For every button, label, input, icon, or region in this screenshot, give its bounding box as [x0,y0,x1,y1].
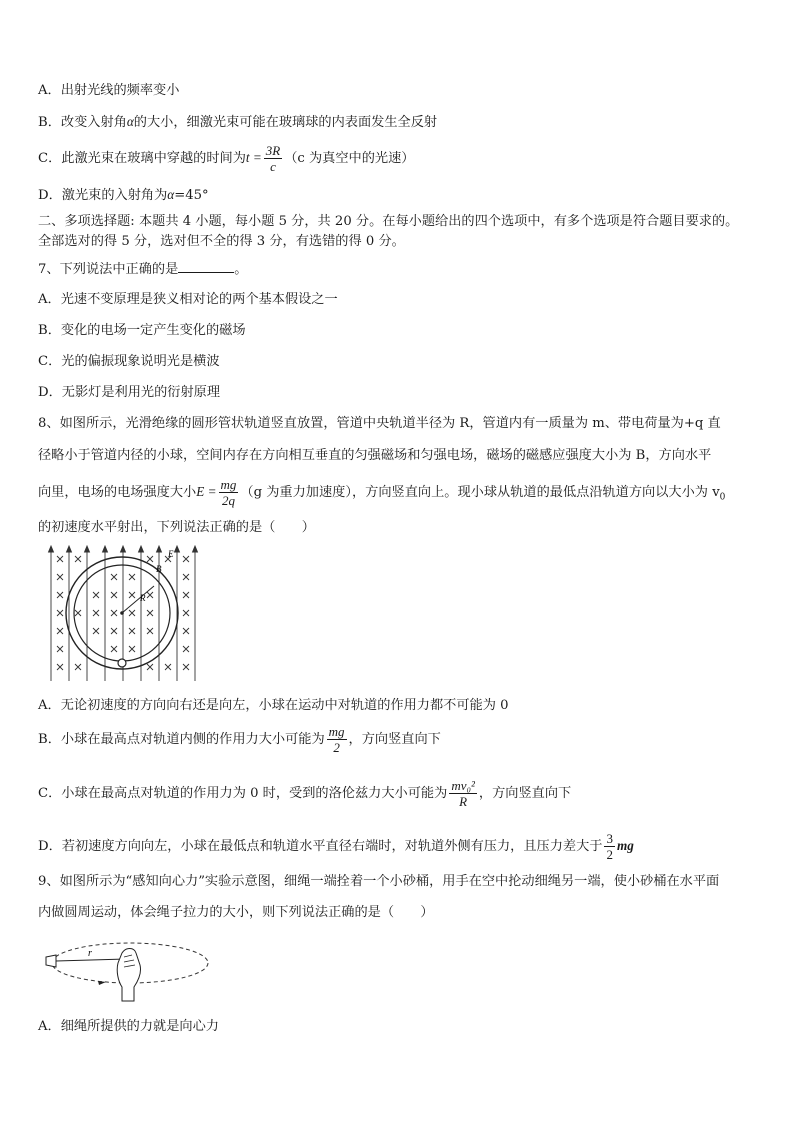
field-cross [183,646,189,652]
field-cross [147,592,153,598]
field-cross [129,610,135,616]
q9-figure [40,935,215,1007]
q7-stem-end: 。 [234,262,248,277]
q8-option-c-prefix: C．小球在最高点对轨道的作用力为 0 时，受到的洛伦兹力大小可能为 [38,786,448,801]
field-cross [75,556,81,562]
field-cross [93,610,99,616]
q6-option-b-suffix: 的大小，细激光束可能在玻璃球的内表面发生全反射 [133,115,438,130]
track-center-dot [120,611,124,615]
field-cross [111,628,117,634]
q8-option-a: A．无论初速度的方向向右还是向左，小球在运动中对轨道的作用力都不可能为 0 [38,698,509,713]
field-cross [57,664,63,670]
q6-option-c [38,140,415,177]
q8-stem-line3-prefix: 向里，电场的电场强度大小 [38,485,197,500]
q8-option-d [38,828,634,865]
fraction-numerator: mg [220,477,237,492]
q9-stem-line1: 9、如图所示为“感知向心力”实验示意图，细绳一端拴着一个小砂桶，用手在空中抡动细绳另一端，使小砂桶在水平面 [38,874,720,889]
field-cross [57,592,63,598]
q6-option-d-suffix: =45° [174,188,209,203]
field-cross [57,556,63,562]
q8-option-c [38,776,571,812]
field-cross [129,628,135,634]
field-cross [183,628,189,634]
field-cross [93,628,99,634]
field-cross [129,646,135,652]
fraction-numerator: mg [328,724,345,739]
q7-stem [38,260,247,279]
field-cross [183,556,189,562]
fraction-denominator: 2 [333,740,340,755]
fraction-mv0sq-over-r [449,778,477,809]
q8-option-c-suffix: ，方向竖直向下 [478,786,572,801]
label-r: R [140,593,146,603]
time-symbol: t = [245,150,262,165]
field-cross [129,574,135,580]
field-cross [57,646,63,652]
rope [56,959,126,961]
q8-stem-line1: 8、如图所示，光滑绝缘的圆形管状轨道竖直放置，管道中央轨道半径为 R，管道内有一质量为 m、带电荷量为+q 直 [38,416,721,431]
field-symbol: E = [196,484,217,499]
section-2-instructions-line2: 全部选对的得 5 分，选对但不全的得 3 分，有选错的得 0 分。 [38,234,405,249]
field-cross [147,628,153,634]
field-cross [147,556,153,562]
fraction-denominator: 2 [606,847,613,862]
label-r: r [88,948,92,959]
field-cross [111,646,117,652]
sand-bucket [46,955,56,967]
field-cross [147,664,153,670]
field-cross [111,574,117,580]
q6-option-b-prefix: B．改变入射角 [38,115,127,130]
arrow-head [103,546,108,552]
hand [117,949,140,1002]
field-cross [75,664,81,670]
label-e: E [168,549,174,559]
ball [118,659,126,667]
q6-option-a: A．出射光线的频率变小 [38,83,180,98]
fraction-3-over-2 [604,831,615,862]
field-cross [93,592,99,598]
q7-option-b: B．变化的电场一定产生变化的磁场 [38,323,246,338]
radius-line [122,586,154,613]
fraction-3r-over-c [264,143,282,174]
arrow-head [49,546,54,552]
q8-stem-line2: 径略小于管道内径的小球，空间内存在方向相互垂直的匀强磁场和匀强电场，磁场的磁感应强度大小为 B，方向水平 [38,448,712,463]
alpha-symbol: α [167,187,175,202]
q8-stem-line3-suffix: （g 为重力加速度），方向竖直向上。现小球从轨道的最低点沿轨道方向以大小为 v [240,485,720,500]
field-cross [183,610,189,616]
fraction-numerator: 3R [265,143,281,158]
field-cross [57,628,63,634]
q8-stem-line3 [38,474,725,516]
q6-option-c-suffix: （c 为真空中的光速） [284,151,415,166]
arrow-head [175,546,180,552]
section-2-instructions-line1: 二、多项选择题: 本题共 4 小题，每小题 5 分，共 20 分。在每小题给出的四个选项中，有多个选项是符合题目要求的。 [38,214,739,229]
q9-stem-line2: 内做圆周运动，体会绳子拉力的大小，则下列说法正确的是（ ） [38,905,434,920]
field-cross [75,610,81,616]
q7-option-c: C．光的偏振现象说明光是横波 [38,354,220,369]
label-b: B [156,564,162,574]
fraction-denominator: c [270,159,276,174]
subscript-zero: 0 [719,492,726,503]
q6-option-b [38,113,437,132]
q8-option-b-suffix: ，方向竖直向下 [348,732,441,747]
q8-option-d-suffix: mg [616,838,634,853]
q8-option-d-prefix: D．若初速度方向向左，小球在最低点和轨道水平直径右端时，对轨道外侧有压力，且压力差大于 [38,839,603,854]
alpha-symbol: α [126,114,134,129]
arrow-head [193,546,198,552]
field-cross [165,664,171,670]
fraction-denominator: R [459,794,468,809]
q8-option-b [38,722,441,758]
direction-arrow [98,981,106,985]
arrow-head [67,546,72,552]
arrow-head [85,546,90,552]
field-cross [183,664,189,670]
arrow-head [139,546,144,552]
fraction-denominator: 2q [221,493,235,508]
q7-option-a: A．光速不变原理是狭义相对论的两个基本假设之一 [38,292,338,307]
q8-stem-line4: 的初速度水平射出，下列说法正确的是（ ） [38,520,315,535]
field-cross [57,610,63,616]
q6-option-c-prefix: C．此激光束在玻璃中穿越的时间为 [38,151,246,166]
fraction-mg-over-2 [327,724,347,755]
field-cross [129,592,135,598]
field-cross [111,592,117,598]
arrow-head [157,546,162,552]
fraction-numerator: mv₀² [451,778,475,793]
q7-option-d: D．无影灯是利用光的衍射原理 [38,385,221,400]
q6-option-d [38,186,209,205]
q6-option-d-prefix: D．激光束的入射角为 [38,188,168,203]
field-cross [183,574,189,580]
field-cross [111,610,117,616]
arrow-head [121,546,126,552]
field-cross [183,592,189,598]
fraction-mg-over-2q [219,477,239,508]
q7-stem-text: 7、下列说法中正确的是 [38,262,179,277]
field-cross [147,610,153,616]
answer-blank [178,260,234,273]
q9-option-a: A．细绳所提供的力就是向心力 [38,1019,219,1034]
fraction-numerator: 3 [606,831,613,846]
q8-option-b-prefix: B．小球在最高点对轨道内侧的作用力大小可能为 [38,732,325,747]
field-cross [57,574,63,580]
q8-figure [40,545,200,685]
